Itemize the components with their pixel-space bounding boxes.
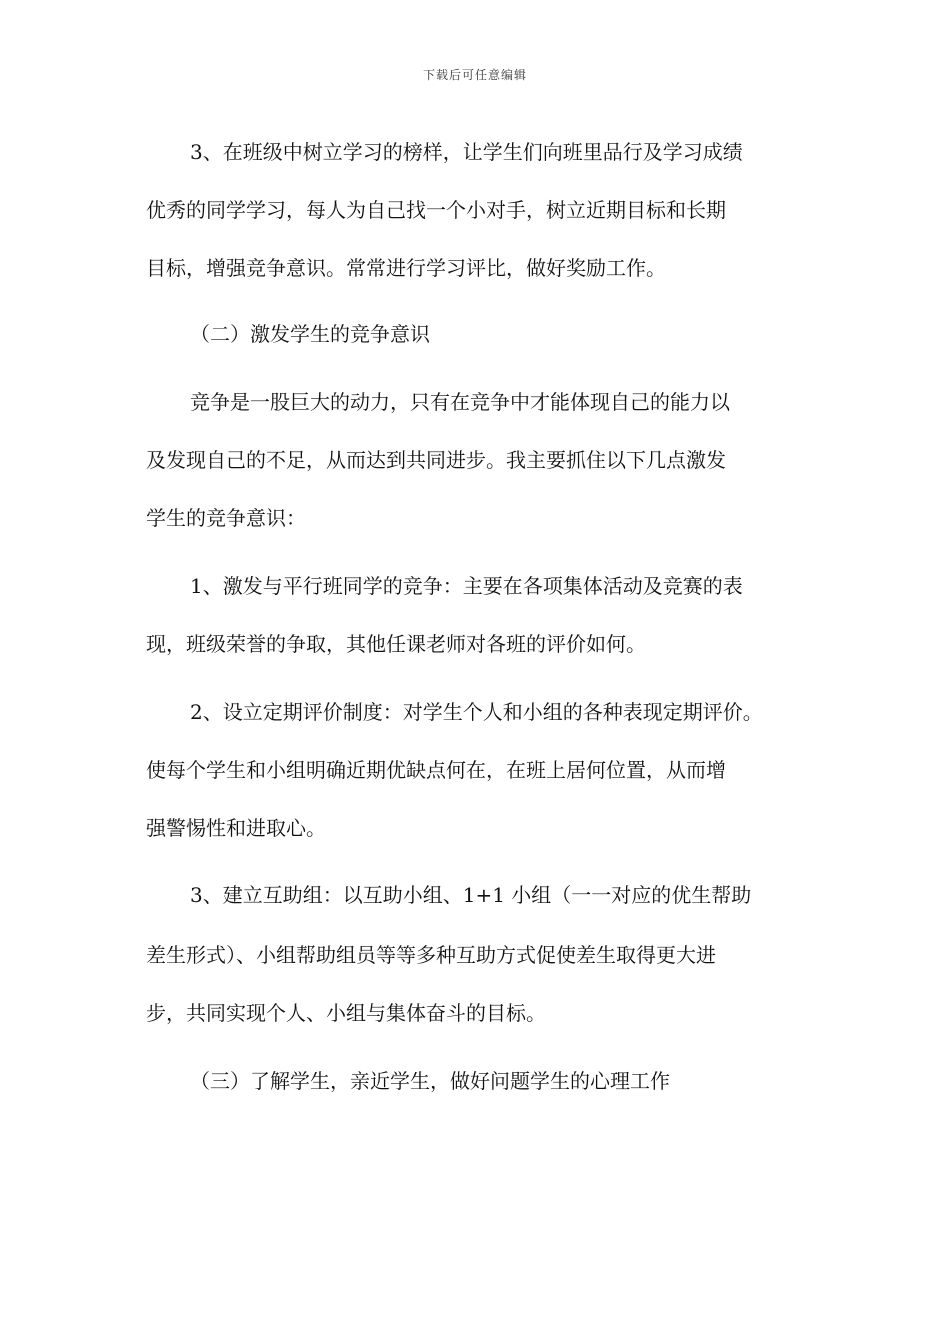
item-3-line-2: 差生形式）、小组帮助组员等等多种互助方式促使差生取得更大进 (146, 943, 716, 967)
item-1-line-2: 现，班级荣誉的争取，其他任课老师对各班的评价如何。 (146, 632, 646, 656)
section-heading-2: （二）激发学生的竞争意识 (190, 322, 430, 346)
item-2-line-1: 2、设立定期评价制度：对学生个人和小组的各种表现定期评价。 (190, 700, 763, 724)
item-3-line-1: 3、建立互助组：以互助小组、1+1 小组（一一对应的优生帮助 (190, 883, 752, 907)
paragraph-2-line-3: 学生的竞争意识： (146, 506, 306, 530)
section-heading-3: （三）了解学生，亲近学生，做好问题学生的心理工作 (190, 1069, 670, 1093)
paragraph-2-line-2: 及发现自己的不足，从而达到共同进步。我主要抓住以下几点激发 (146, 448, 726, 472)
item-2-line-3: 强警惕性和进取心。 (146, 816, 326, 840)
paragraph-2-line-1: 竞争是一股巨大的动力，只有在竞争中才能体现自己的能力以 (190, 390, 730, 414)
paragraph-1-line-3: 目标，增强竞争意识。常常进行学习评比，做好奖励工作。 (146, 256, 666, 280)
item-3-line-3: 步，共同实现个人、小组与集体奋斗的目标。 (146, 1001, 546, 1025)
item-2-line-2: 使每个学生和小组明确近期优缺点何在，在班上居何位置，从而增 (146, 758, 726, 782)
paragraph-1-line-2: 优秀的同学学习，每人为自己找一个小对手，树立近期目标和长期 (146, 198, 726, 222)
item-1-line-1: 1、激发与平行班同学的竞争：主要在各项集体活动及竞赛的表 (190, 574, 743, 598)
page-header: 下载后可任意编辑 (422, 68, 527, 82)
paragraph-1-line-1: 3、在班级中树立学习的榜样，让学生们向班里品行及学习成绩 (190, 140, 743, 164)
